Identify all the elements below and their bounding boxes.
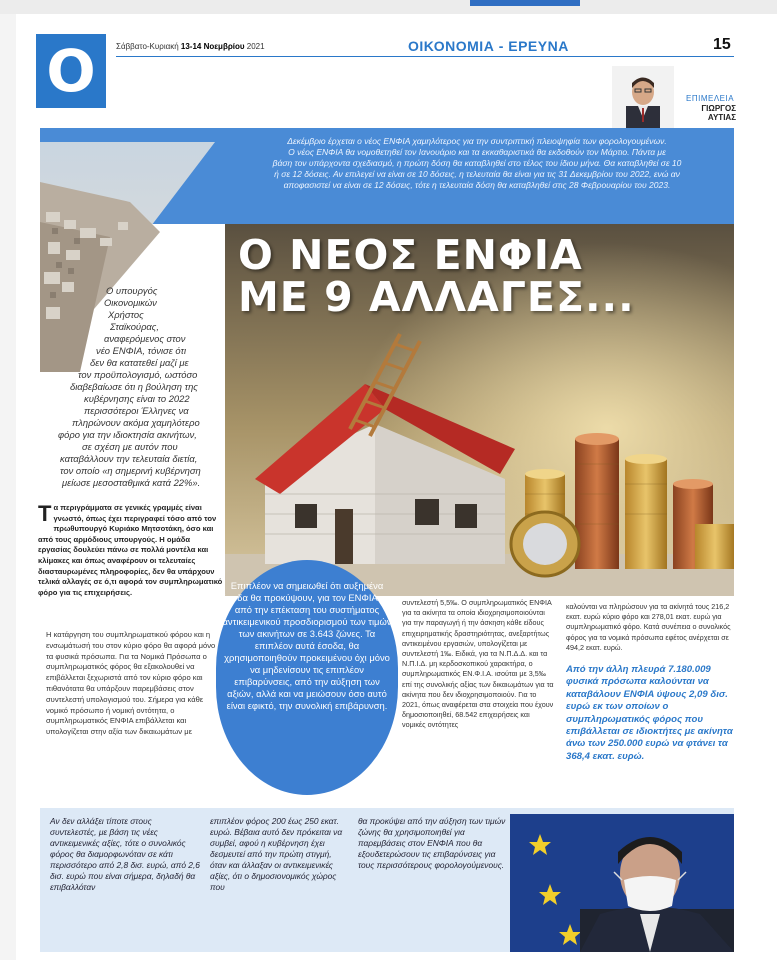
intro-line: μείωσε μεσοσταθμικά κατά 22%».	[62, 477, 201, 488]
editor-first-name: ΓΙΩΡΓΟΣ	[701, 104, 736, 113]
intro-line: Σταϊκούρας,	[110, 321, 159, 332]
intro-italic-text	[50, 285, 220, 489]
editor-label: ΕΠΙΜΕΛΕΙΑ	[686, 94, 735, 103]
lede-line: Δεκέμβριο έρχεται ο νέος ΕΝΦΙΑ χαμηλότερος για την συντριπτική πλειοψηφία των φορολογουμένων.	[287, 136, 667, 146]
minister-photo	[510, 814, 734, 952]
intro-line: τον οποίο «η σημερινή κυβέρνηση	[60, 465, 201, 476]
headline	[238, 231, 718, 321]
lede-line: Ο νέος ΕΝΦΙΑ θα νομοθετηθεί τον Ιανουάριο και τα εκκαθαριστικά θα εκδοθούν τον Μάρτιο. Πάντα με	[288, 147, 666, 157]
section-initial-badge: Ο	[36, 34, 106, 108]
editor-last-name: ΑΥΤΙΑΣ	[707, 113, 736, 122]
intro-line: Ο υπουργός	[106, 285, 158, 296]
issue-year: 2021	[246, 42, 265, 51]
highlight-quote: Από την άλλη πλευρά 7.180.009 φυσικά πρόσωπα καλούνται να καταβάλουν ΕΝΦΙΑ ύψους 2,09 δισ. ευρώ εκ των οποίων ο συμπληρωματικός φόρος που επιβάλλεται σε ιδιοκτήτες με ακίνητα άνω των 250.000 ευρώ να φτάνει τα 368,4 εκατ. ευρώ.	[566, 664, 733, 762]
lede-line: βάση τον υπάρχοντα σχεδιασμό, η πρώτη δόση θα καταβληθεί στο τέλος του ίδιου μήνα. Θα καταβληθεί σε 10	[272, 158, 682, 168]
intro-line: διαβεβαίωσε ότι η βούληση της	[70, 381, 198, 392]
headline-line-1: Ο ΝΕΟΣ ΕΝΦΙΑ	[238, 231, 583, 279]
top-strip	[0, 0, 777, 14]
intro-line: δεν θα κατατεθεί μαζί με	[90, 357, 189, 368]
body-column-4: καλούνται να πληρώσουν για τα ακίνητά τους 216,2 εκατ. ευρώ κύριο φόρο και 278,01 εκατ. ευρώ για συμπληρωματικό φόρο. Κατά συνέπεια ο συνολικός φόρος για τα νομικά πρόσωπα εφέτος ανέρχεται σε 494,2 εκατ. ευρώ.	[566, 602, 731, 652]
intro-line: τον προϋπολογισμό, ωστόσο	[78, 369, 198, 380]
editor-portrait	[612, 66, 674, 128]
header-rule	[116, 56, 734, 57]
section-title: ΟΙΚΟΝΟΜΙΑ - ΕΡΕΥΝΑ	[408, 38, 569, 54]
bottom-column-c: θα προκύψει από την αύξηση των τιμών ζώνης θα χρησιμοποιηθεί για παρεμβάσεις στον ΕΝΦΙΑ που θα εξουδετερώσουν τις επιβαρύνσεις για τους περισσότερους φορολογούμενους.	[358, 816, 506, 870]
intro-line: Οικονομικών	[104, 297, 157, 308]
headline-line-2: ΜΕ 9 ΑΛΛΑΓΕΣ...	[238, 273, 635, 321]
lede-line: αποφασιστεί να είναι σε 12 δόσεις, τότε η τελευταία δόση θα καταβληθεί στις 28 Φεβρουαρίου του 2023.	[283, 180, 671, 190]
issue-date	[116, 42, 265, 51]
intro-line: περισσότεροι Έλληνες να	[84, 405, 189, 416]
issue-day: Σάββατο-Κυριακή	[116, 42, 179, 51]
body-column-1: Η κατάργηση του συμπληρωματικού φόρου και η ενσωμάτωσή του στον κύριο φόρο θα αφορά μόνο τα φυσικά πρόσωπα. Για τα Νομικά Πρόσωπα ο συμπληρωματικός φόρος θα εξακολουθεί να επιβάλλεται ξεχωριστά από τον κύριο φόρο και πιθανότατα θα υπάρξουν παρεμβάσεις στον συντελεστή υπολογισμού του. Σήμερα για κάθε νομικό πρόσωπο ή νομική οντότητα, ο συμπληρωματικός ΕΝΦΙΑ επιβάλλεται και υπολογίζεται στην αξία των δικαιωμάτων με	[46, 630, 216, 737]
top-strip-accent	[470, 0, 580, 6]
intro-line: καταβάλλουν την τελευταία διετία,	[60, 453, 198, 464]
body-column-3: συντελεστή 5,5‰. Ο συμπληρωματικός ΕΝΦΙΑ για τα ακίνητα τα οποία ιδιοχρησιμοποιούνται για την παραγωγή ή την άσκηση κάθε είδους επιχειρηματικής δραστηριότητας, ανεξαρτήτως αντικειμένου εργασιών, υπολογίζεται με συντελεστή 1‰. Ειδικά, για τα Ν.Π.Δ.Δ. και τα Ν.Π.Ι.Δ. μη κερδοσκοπικού χαρακτήρα, ο συμπληρωματικός ΕΝ.Φ.Ι.Α. ισούται με 3,5‰ επί της συνολικής αξίας των δικαιωμάτων για τα ακίνητα που δεν ιδιοχρησιμοποιούν. Για το 2021, όπως αναφέρεται στα στοιχεία που έχουν δημοσιοποιηθεί, 68.542 επιχειρήσεις και νομικές οντότητες	[402, 598, 554, 730]
intro-line: φόρο για την ιδιοκτησία ακινήτων,	[58, 429, 197, 440]
intro-line: αναφερόμενος στον	[104, 333, 186, 344]
lede-text	[232, 136, 722, 191]
editor-name	[696, 104, 736, 122]
intro-line: πληρώνουν ακόμα χαμηλότερο	[72, 417, 200, 428]
callout-text: Επιπλέον να σημειωθεί ότι αυξημένα έσοδα θα προκύψουν, για τον ΕΝΦΙΑ και από την επέκταση του συστήματος αντικειμενικού προσδιορισμού των τιμών των ακινήτων σε 3.643 ζώνες. Τα επιπλέον αυτά έσοδα, θα χρησιμοποιηθούν προκειμένου όχι μόνο να μηδενίσουν τις επιπλέον επιβαρύνσεις, από την αύξηση των αξιών, αλλά και να μειώσουν όσο αυτό είναι εφικτό, την συνολική επιβάρυνση.	[222, 580, 392, 711]
intro-line: σε σχέση με αυτόν που	[82, 441, 178, 452]
issue-dates: 13-14 Νοεμβρίου	[180, 42, 245, 51]
drop-cap: Τ	[38, 501, 52, 526]
bottom-column-b: επιπλέον φόρος 200 έως 250 εκατ. ευρώ. Βέβαια αυτό δεν πρόκειται να συμβεί, αφού η κυβέρνηση έχει δεσμευτεί από την πρώτη στιγμή, όταν και άλλαξαν οι αντικειμενικές αξίες, ότι ο δημοσιονομικός χώρος που	[210, 816, 343, 892]
intro-line: Χρήστος	[108, 309, 144, 320]
bold-paragraph-text: α περιγράμματα σε γενικές γραμμές είναι γνωστό, όπως έχει περιγραφεί τόσο από τον πρωθυπουργό Κυριάκο Μητσοτάκη, όσο και από τους αρμόδιους υπουργούς. Η ομάδα εργασίας δουλεύει πάνω σε πολλά μοντέλα και κλίμακες και όπως αναφέρουν οι τελευταίες διασταυρωμένες πληροφορίες, δεν θα υπάρχουν τελικά αλλαγές σε ό,τι αφορά τον συμπληρωματικό φόρο για τις επιχειρήσεις.	[38, 503, 223, 597]
bold-paragraph	[38, 503, 224, 598]
page-number: 15	[713, 36, 731, 53]
bottom-column-a: Αν δεν αλλάξει τίποτε στους συντελεστές, με βάση τις νέες αντικειμενικές αξίες, τότε ο συνολικός φόρος θα διαμορφωνόταν σε κάτι περισσότερο από 2,8 δισ. ευρώ, από 2,6 δισ. ευρώ που είναι σήμερα, δηλαδή θα επιβαλλόταν	[50, 816, 200, 892]
intro-line: κυβέρνησης είναι το 2022	[84, 393, 190, 404]
lede-line: ή σε 12 δόσεις. Αν επιλεγεί να είναι σε 10 δόσεις, η τελευταία θα είναι για τις 31 Δεκεμβρίου του 2022, ενώ αν	[274, 169, 680, 179]
intro-line: νέο ΕΝΦΙΑ, τόνισε ότι	[96, 345, 187, 356]
page-gutter	[0, 14, 16, 960]
